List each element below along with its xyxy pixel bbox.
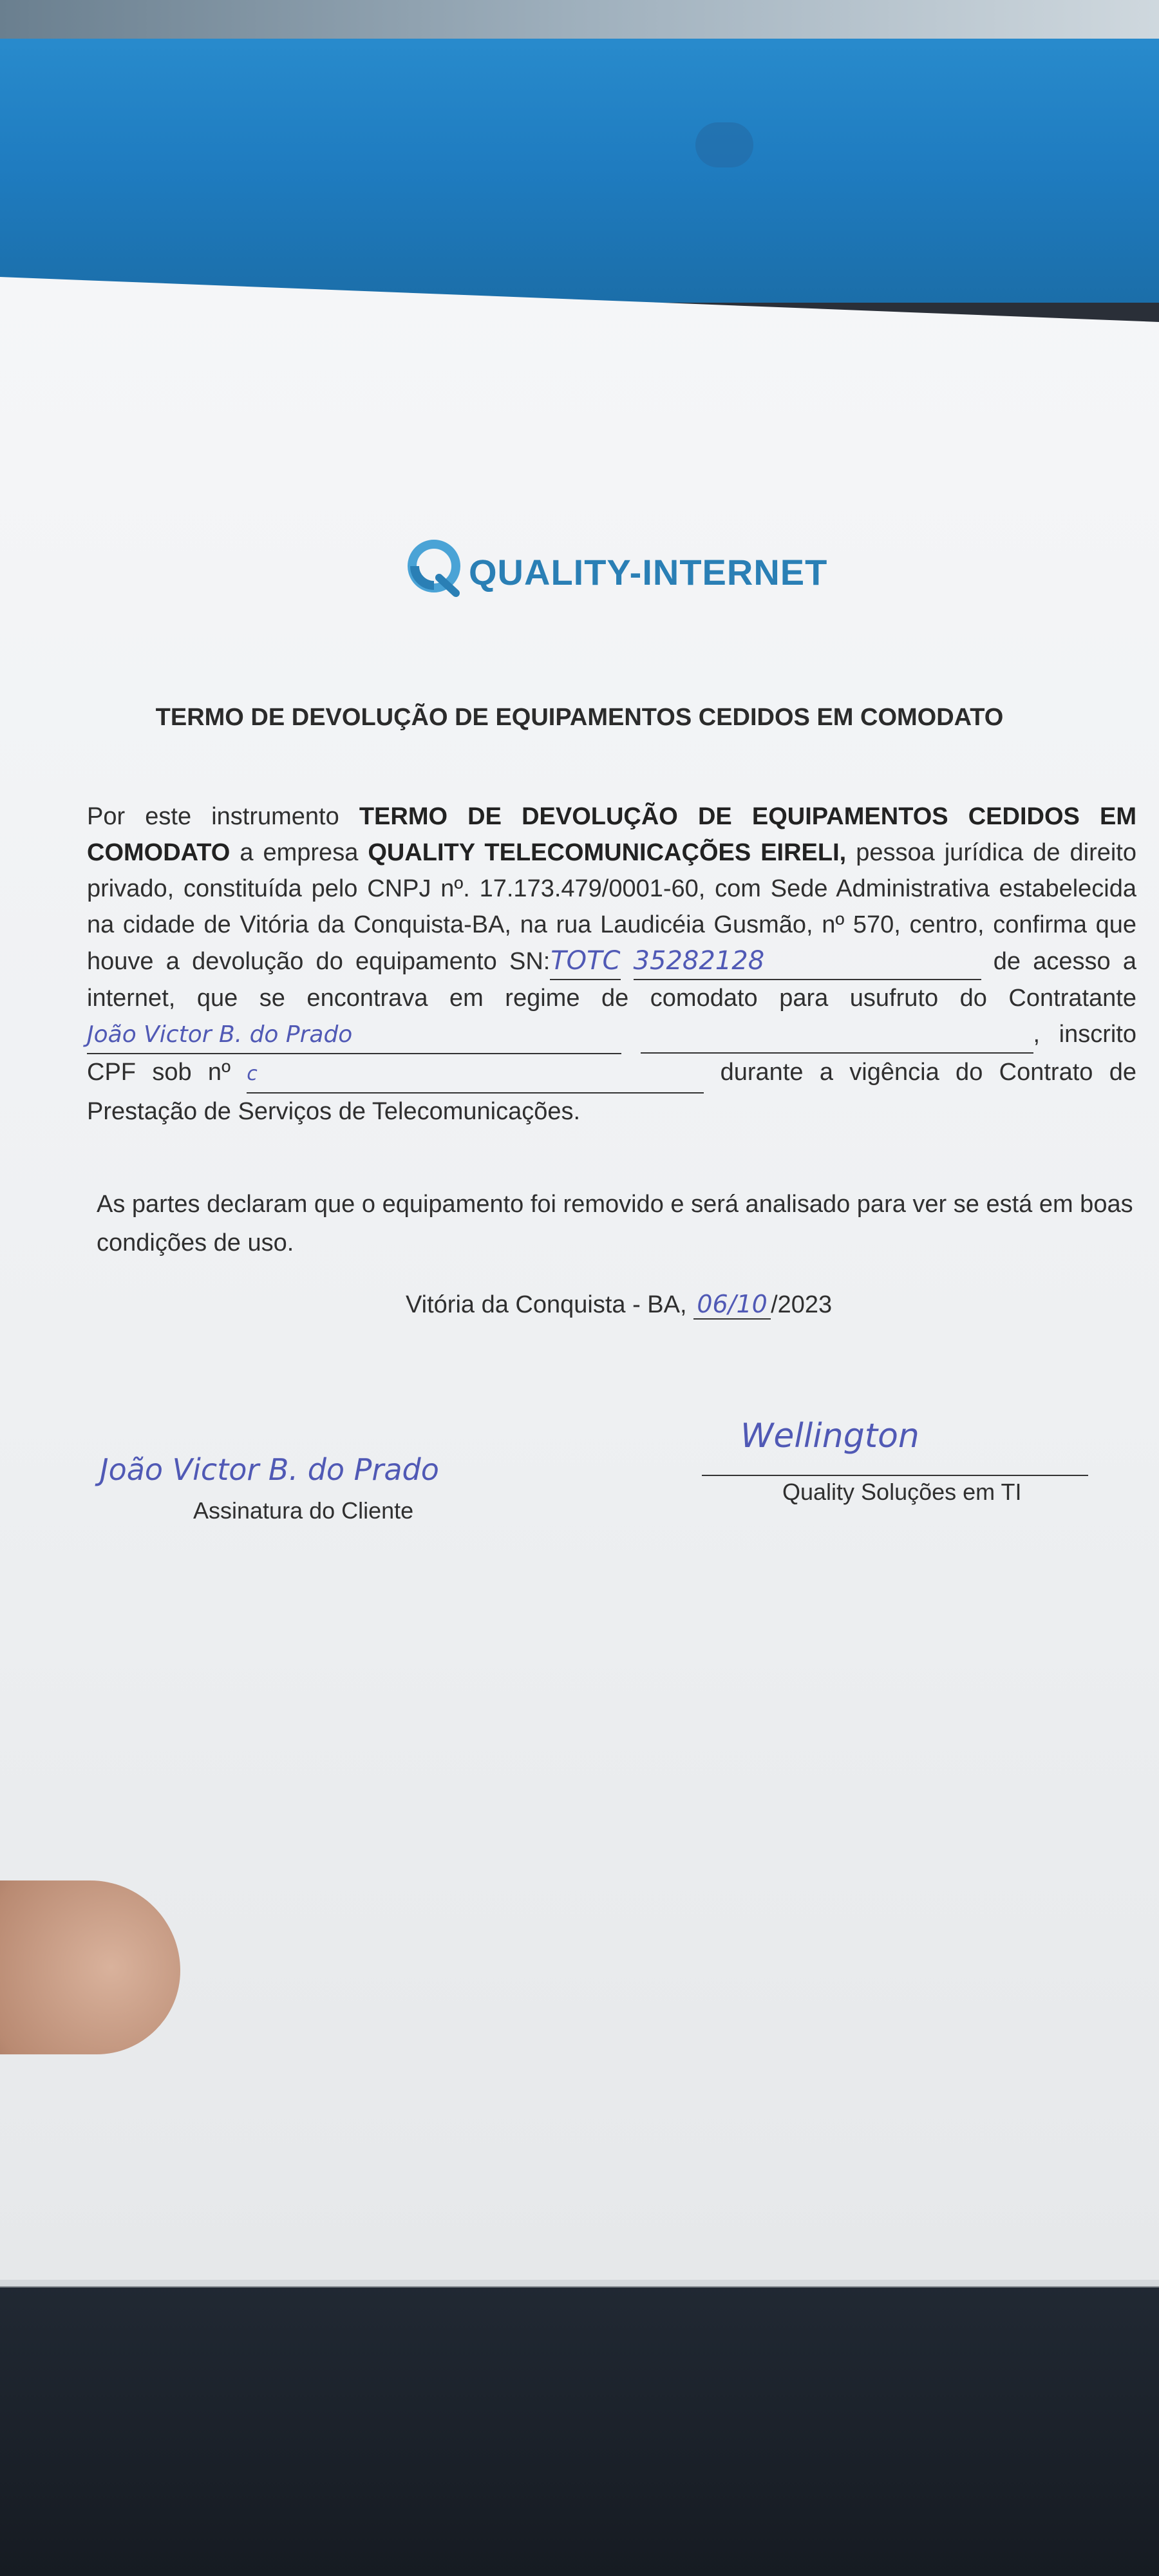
background-top [0, 0, 1159, 303]
paragraph-text: durante a vigência do Contrato de Prestação de Serviços de Telecomunicações. [87, 1059, 1137, 1125]
logo-text: QUALITY-INTERNET [469, 551, 828, 592]
paragraph-bold-company: QUALITY TELECOMUNICAÇÕES EIRELI, [368, 839, 847, 866]
logo-q-icon [406, 538, 465, 597]
client-signature-label: Assinatura do Cliente [193, 1497, 414, 1524]
date-prefix: Vitória da Conquista - BA, [406, 1291, 694, 1318]
paragraph-text: pessoa jurídica de direito privado, constituída pelo CNPJ nº. 17.173.479/0001-60, com Sede Administrativa estabelecida na cidade de Vitória da Conquista-BA, na rua Laudicéia Gusmão, nº 570, centro, confirma que houve a devolução do equipamento SN: [87, 839, 1136, 975]
handwritten-date: 06/10 [693, 1290, 771, 1320]
client-signature-block [100, 1452, 563, 1524]
company-signature-block [702, 1417, 1095, 1506]
background-top-strip [0, 0, 1159, 39]
document-title: TERMO DE DEVOLUÇÃO DE EQUIPAMENTOS CEDIDOS EM COMODATO [155, 704, 1004, 731]
paragraph-text: de acesso a internet, que se encontrava em regime de comodato para usufruto do Contratante [87, 948, 1136, 1012]
company-signature: Wellington [740, 1417, 919, 1455]
handwritten-cpf: c [247, 1056, 704, 1094]
paper-edge [0, 2280, 1159, 2287]
paragraph-text: a empresa [230, 839, 368, 866]
paragraph-main [87, 799, 1136, 1130]
company-logo [406, 538, 827, 597]
company-signature-label: Quality Soluções em TI [782, 1479, 1022, 1505]
client-signature: João Victor B. do Prado [100, 1452, 439, 1487]
paragraph-text: , inscrito CPF sob nº [87, 1021, 1137, 1086]
date-year: /2023 [771, 1291, 833, 1318]
paragraph-secondary: As partes declaram que o equipamento foi removido e será analisado para ver se está em boas condições de uso. [97, 1191, 1133, 1256]
handwritten-sn-part2: 35282128 [634, 943, 981, 980]
company-signature-line [702, 1475, 1088, 1476]
blank-line [641, 1016, 1033, 1054]
date-line [406, 1290, 832, 1320]
background-mark [695, 122, 753, 167]
handwritten-sn-part1: TOTC [550, 943, 621, 980]
handwritten-contratante: João Victor B. do Prado [87, 1017, 621, 1054]
thumb [0, 1880, 180, 2054]
paragraph-text: Por este instrumento [87, 803, 359, 830]
background-bottom [0, 2254, 1159, 2576]
paragraph-bold-title: TERMO DE DEVOLUÇÃO DE EQUIPAMENTOS CEDIDOS EM COMODATO [87, 803, 1136, 866]
